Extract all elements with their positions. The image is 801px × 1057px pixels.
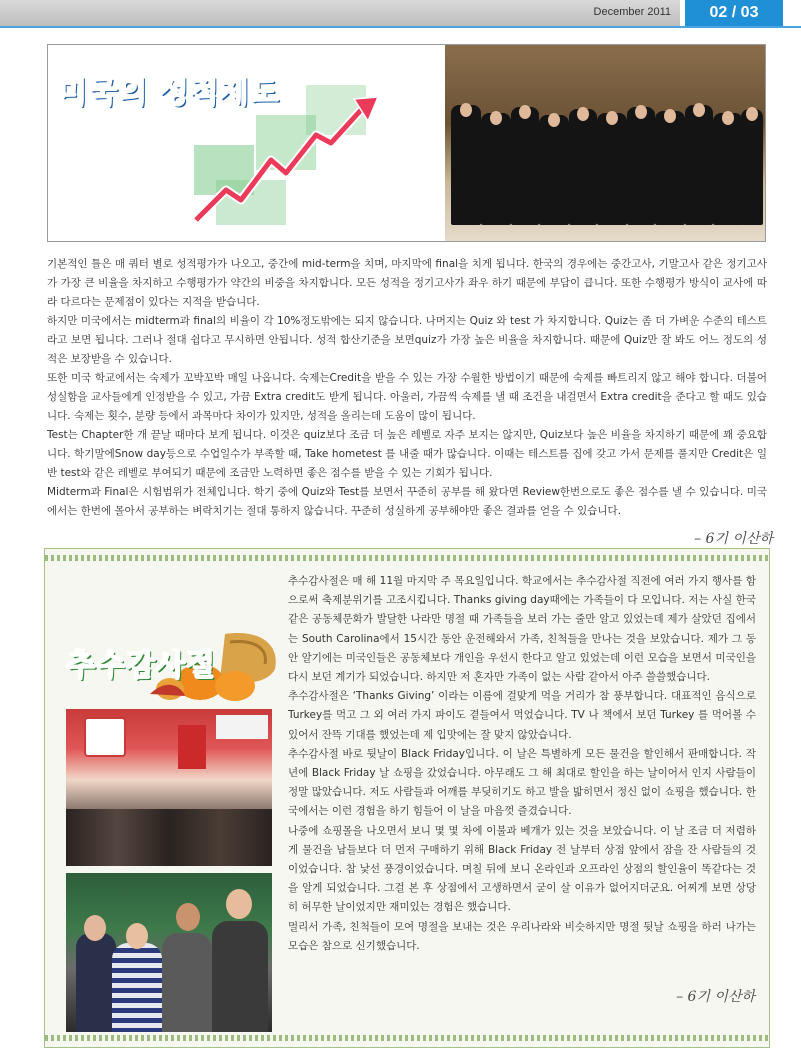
paragraph: 기본적인 틀은 매 쿼터 별로 성적평가가 나오고, 중간에 mid-term을 치며, 마지막에 final을 치게 됩니다. 한국의 경우에는 중간고사, 기말고사 같은 정기고사가 가장 큰 비율을 차지하고 수행평가가 약간의 비중을 차지합니다. 모든 성적을 정기고사가 좌우 하기 때문에 부담이 큽니다. 또한 수행평가 방식이 교사에 따라 다르다는 문제점이 있다는 지적을 받습니다.	[47, 258, 767, 308]
frame-dash-top	[45, 555, 769, 561]
grading-system-banner	[47, 44, 766, 242]
frame-dash-bottom	[45, 1035, 769, 1041]
paragraph: 나중에 쇼핑몰을 나오면서 보니 몇 몇 차에 이불과 베개가 있는 것을 보았습니다. 이 날 조금 더 저렴하게 물건을 남들보다 더 먼저 구매하기 위해 Black Friday 전 날부터 상점 앞에서 잠을 잔 사람들의 것이었습니다. 참 낯선 풍경이었습니다. 며칠 뒤에 보니 온라인과 오프라인 상점의 할인율이 똑같다는 것을 알게 되었습니다. 그걸 본 후 상점에서 고생하면서 굳이 살 이유가 없어지더군요. 어찌게 보면 상당히 허무한 날이었지만 재미있는 경험은 했습니다.	[288, 824, 756, 914]
paragraph: 멀리서 가족, 친척들이 모여 명절을 보내는 것은 우리나라와 비슷하지만 명절 뒷날 쇼핑을 하러 나가는 모습은 참으로 신기했습니다.	[288, 920, 756, 952]
section-title-grading: 미국의 성적제도	[58, 75, 280, 110]
black-friday-store-photo	[66, 709, 272, 866]
grading-article-body	[47, 255, 767, 521]
author-signature: – 6기 이산하	[676, 989, 755, 1005]
header-bar	[0, 0, 680, 26]
paragraph: 추수감사절 바로 뒷날이 Black Friday입니다. 이 날은 특별하게 모든 물건을 할인해서 판매합니다. 작년에 Black Friday 날 쇼핑을 갔었습니다. 아무래도 그 해 최대로 할인을 하는 날이어서 인지 사람들이 정말 많았습니다. 저도 사람들과 어깨를 부딪히기도 하고 발을 밟히면서 정신 없이 쇼핑을 했습니다. 한국에서는 이런 경험을 하기 힘들어 이 날을 마음껏 즐겼습니다.	[288, 747, 756, 818]
family-group-photo	[66, 873, 272, 1032]
section-title-thanksgiving: 추수감사절	[66, 648, 216, 683]
header-divider	[0, 26, 801, 28]
paragraph: 하지만 미국에서는 midterm과 final의 비율이 각 10%정도밖에는 되지 않습니다. 나머지는 Quiz 와 test 가 차지합니다. Quiz는 좀 더 가벼운 수준의 테스트라고 보면 됩니다. 그러나 절대 쉽다고 무시하면 안됩니다. 성적 합산기준을 보면quiz가 가장 높은 비율을 차지합니다. 때문에 Quiz만 잘 봐도 어느 정도의 성적은 보장받을 수 있습니다.	[47, 315, 767, 365]
paragraph: Test는 Chapter한 개 끝날 때마다 보게 됩니다. 이것은 quiz보다 조금 더 높은 레벨로 자주 보지는 않지만, Quiz보다 높은 비율을 차지하기 때문에 꽤 중요합니다. 학기말에Snow day등으로 수업일수가 부족할 때, Take hometest 를 내줄 때가 많습니다. 이때는 테스트를 집에 갖고 가서 문제를 풀지만 Credit은 일반 test와 같은 레벨로 부여되기 때문에 조금만 노력하면 좋은 점수를 받을 수 있는 기회가 됩니다.	[47, 429, 767, 479]
rising-graph-icon	[186, 85, 386, 235]
page-number-badge: 02 / 03	[685, 0, 783, 26]
graduation-group-photo	[445, 45, 765, 241]
paragraph: 추수감사절은 매 해 11월 마지막 주 목요일입니다. 학교에서는 추수감사절 직전에 여러 가지 행사를 함으로써 축제분위기를 고조시킵니다. Thanks giving day때에는 가족들이 다 모입니다. 저는 사실 한국 같은 공동체문화가 발달한 나라만 명절 때 가족들을 보러 가는 줄만 알고 있었는데 제가 살았던 집에서는 South Carolina에서 15시간 동안 운전해와서 가족, 친척들을 만나는 것을 보았습니다. 제가 그 동안 알기에는 미국인들은 공동체보다 개인을 우선시 한다고 알고 있었는데 이런 모습을 보면서 미국인을 다시 보던 계기가 되었습니다. 하지만 저 혼자만 가족이 없는 사람 같아서 아주 쓸쓸했습니다.	[288, 575, 756, 684]
paragraph: 또한 미국 학교에서는 숙제가 꼬박꼬박 매일 나옵니다. 숙제는Credit을 받을 수 있는 가장 수월한 방법이기 때문에 숙제를 빠트리지 않고 해야 합니다. 더불어 성실함을 교사들에게 인정받을 수 있고, 가끔 Extra credit도 받게 됩니다. 아울러, 가끔씩 숙제를 낼 때 조건을 내걸면서 Extra credit을 준다고 할 때도 있습니다. 숙제는 횟수, 분량 등에서 과목마다 차이가 있지만, 성적을 올리는데 도움이 많이 됩니다.	[47, 372, 767, 422]
thanksgiving-article-body	[288, 572, 756, 956]
page-header	[0, 0, 801, 26]
issue-date: December 2011	[593, 6, 671, 18]
author-signature: – 6기 이산하	[694, 531, 773, 547]
paragraph: 추수감사절은 ‘Thanks Giving’ 이라는 이름에 걸맞게 먹을 거리가 참 풍부합니다. 대표적인 음식으로 Turkey를 먹고 그 외 여러 가지 파이도 곁들여서 먹었습니다. TV 나 책에서 보던 Turkey 를 먹어볼 수 있어서 잔뜩 기대를 했었는데 제 입맛에는 잘 맞지 않았습니다.	[288, 690, 756, 741]
paragraph: Midterm과 Final은 시험범위가 전체입니다. 학기 중에 Quiz와 Test를 보면서 꾸준히 공부를 해 왔다면 Review한번으로도 좋은 점수를 낼 수 있습니다. 미국에서는 한번에 몰아서 공부하는 벼락치기는 절대 통하지 않습니다. 꾸준히 성실하게 공부해야만 좋은 결과를 얻을 수 있습니다.	[47, 486, 767, 517]
